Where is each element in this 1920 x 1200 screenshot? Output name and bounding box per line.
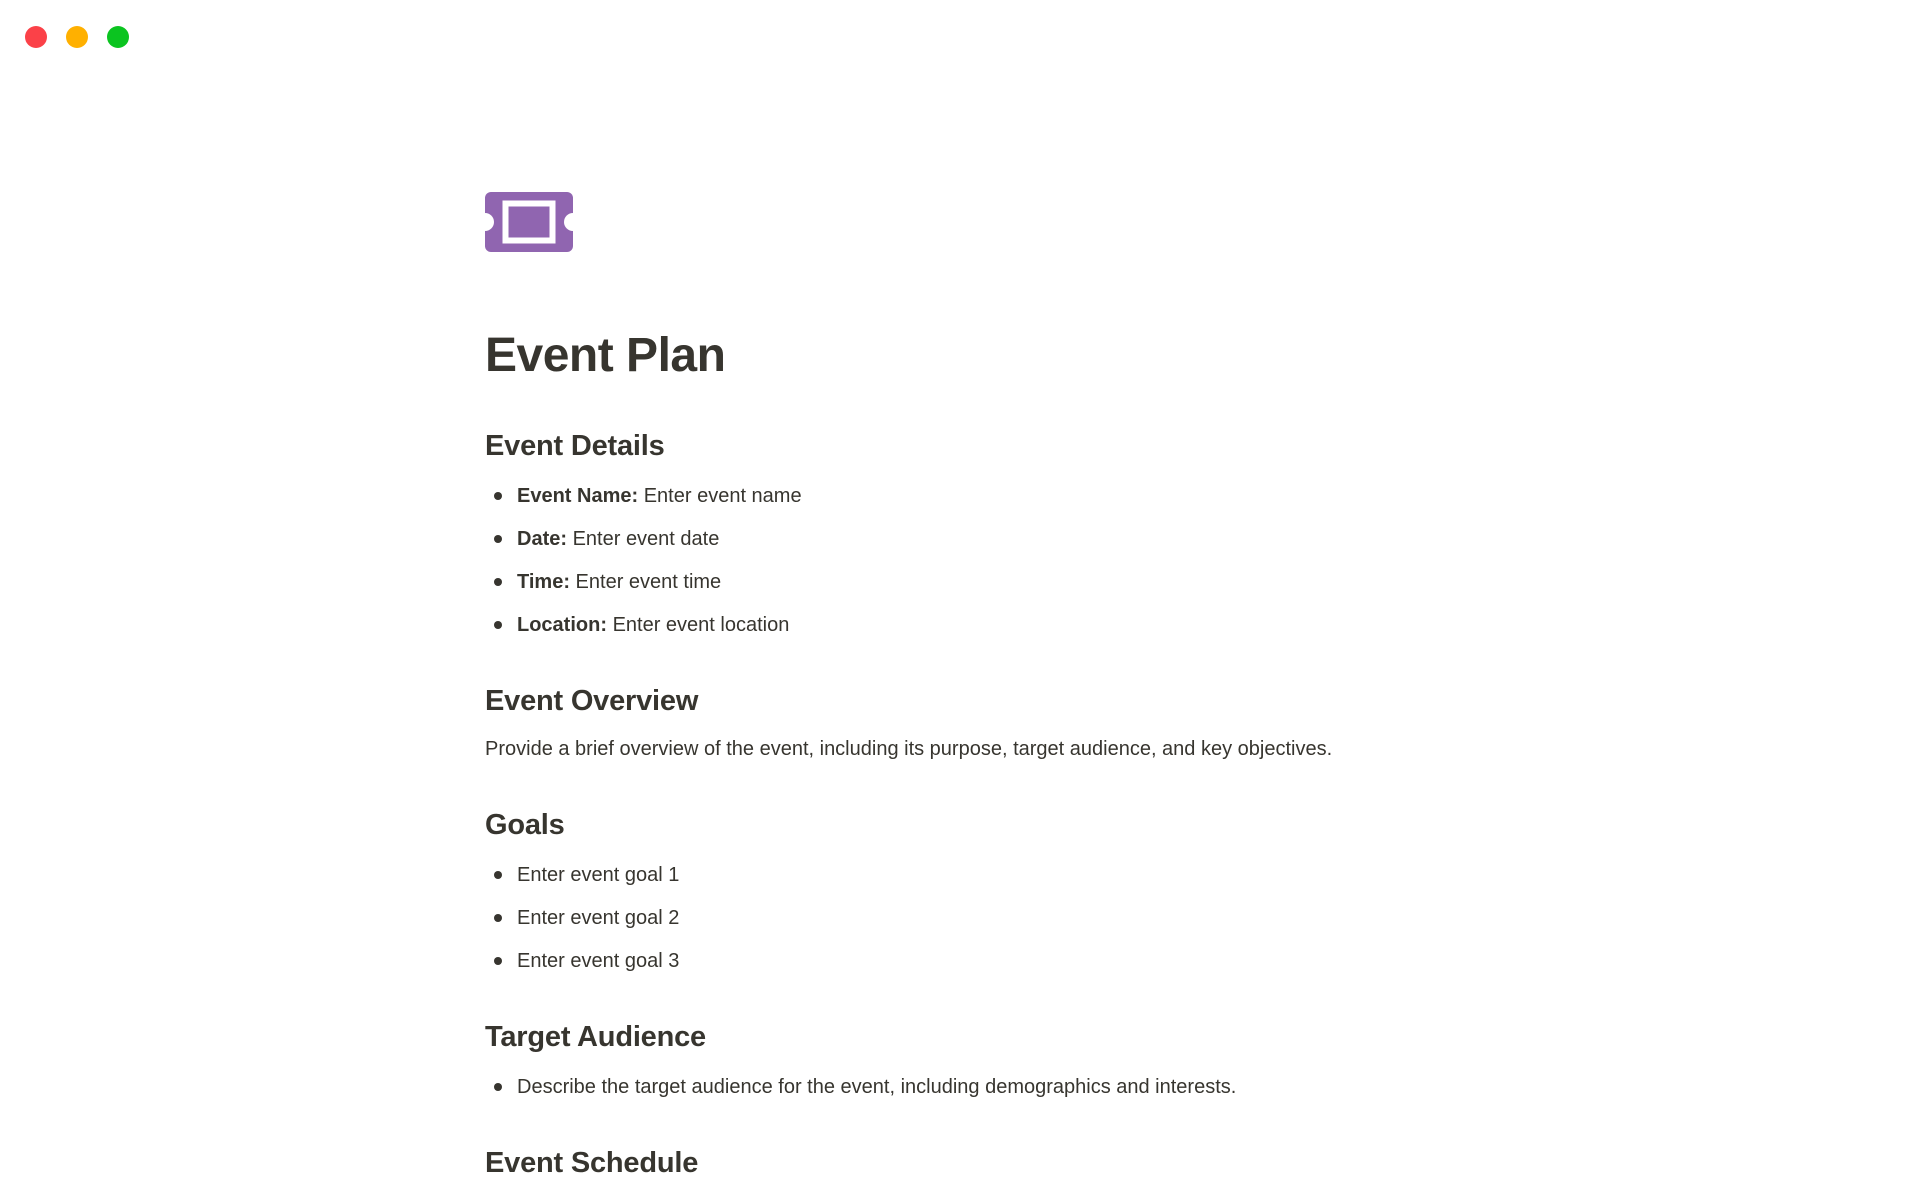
list-item: Enter event goal 1 [485,860,1435,890]
item-value: Enter event location [612,614,790,636]
target-audience-list [485,1072,1435,1102]
list-item: Enter event goal 3 [485,946,1435,976]
list-item: Enter event goal 2 [485,903,1435,933]
list-item [485,567,1435,597]
item-value: Enter event date [572,528,720,550]
window-controls [25,26,129,48]
list-item [485,610,1435,640]
document [485,0,1435,1182]
item-value: Enter event name [643,485,802,507]
heading-target-audience: Target Audience [485,1021,706,1053]
event-overview-paragraph: Provide a brief overview of the event, including its purpose, target audience, and key objectives. [485,738,1333,760]
event-details-list [485,481,1435,640]
item-label: Location: [517,614,607,636]
minimize-button[interactable] [66,26,88,48]
list-item [485,524,1435,554]
goals-list [485,860,1435,976]
heading-event-details: Event Details [485,430,665,462]
page-icon[interactable] [485,192,573,252]
close-button[interactable] [25,26,47,48]
ticket-icon [485,192,573,252]
item-label: Event Name: [517,485,639,507]
item-label: Time: [517,571,570,593]
item-value: Enter event time [575,571,722,593]
page-title: Event Plan [485,329,726,382]
heading-goals: Goals [485,809,565,841]
heading-event-schedule: Event Schedule [485,1147,699,1179]
list-item [485,481,1435,511]
list-item: Describe the target audience for the event, including demographics and interests. [485,1072,1435,1102]
item-label: Date: [517,528,568,550]
heading-event-overview: Event Overview [485,685,699,717]
zoom-button[interactable] [107,26,129,48]
